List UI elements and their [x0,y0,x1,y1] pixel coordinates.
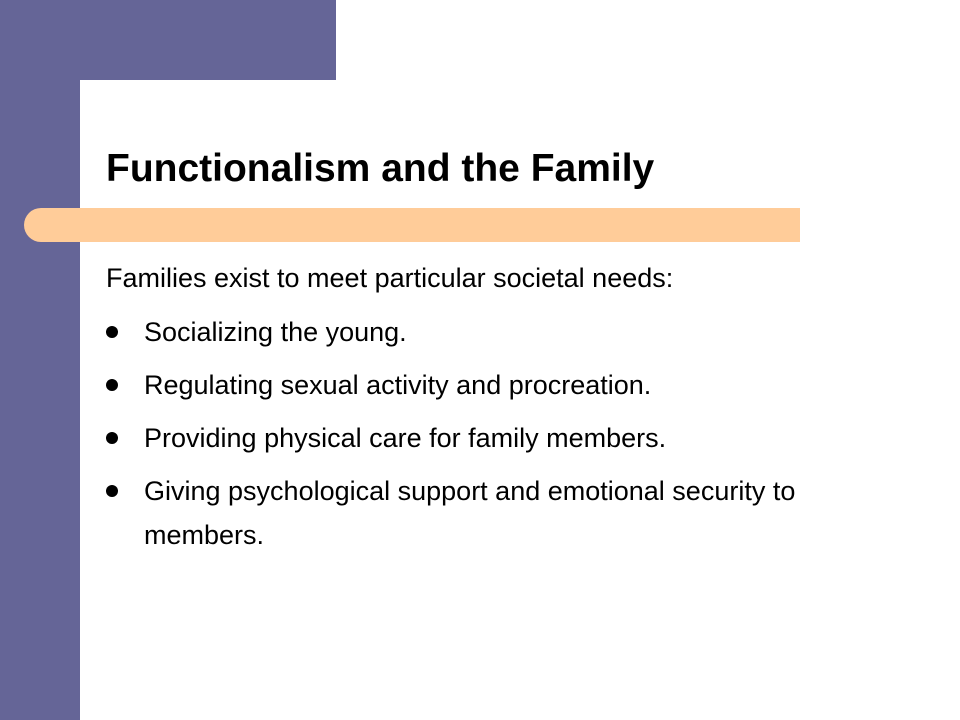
bullet-text: Providing physical care for family members. [144,423,667,453]
bullet-list [106,310,886,566]
bullet-text: Giving psychological support and emotional security to members. [144,476,796,550]
bullet-dot-icon [106,326,118,338]
bullet-item [106,416,886,460]
top-corner-band [0,0,336,80]
intro-text: Families exist to meet particular societal needs: [106,263,674,293]
bullet-text: Regulating sexual activity and procreation. [144,370,652,400]
slide-title: Functionalism and the Family [106,147,655,190]
left-sidebar-band [0,0,80,720]
bullet-dot-icon [106,379,118,391]
title-underline-bar [24,208,800,242]
bullet-dot-icon [106,432,118,444]
bullet-item [106,363,886,407]
bullet-item [106,310,886,354]
bullet-dot-icon [106,485,118,497]
bullet-item [106,469,886,557]
bullet-text: Socializing the young. [144,317,407,347]
